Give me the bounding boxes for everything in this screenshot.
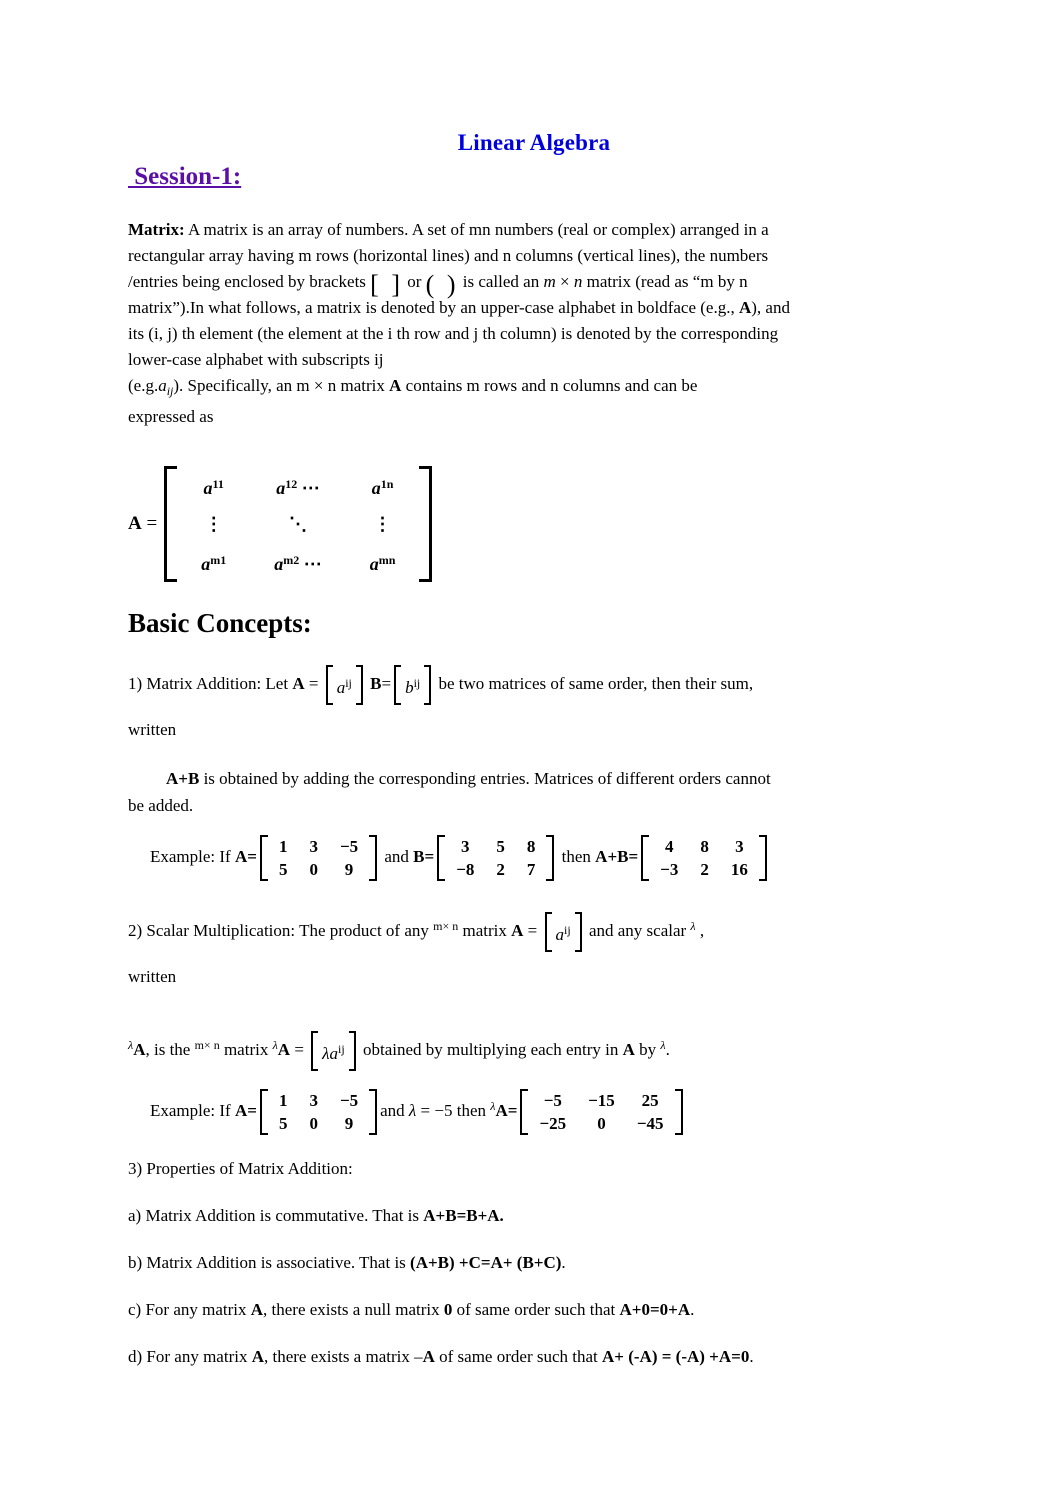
properties-heading (128, 1155, 940, 1182)
text-segment: rectangular array having m rows (horizontal lines) and n columns (vertical lines), the numbers (128, 246, 769, 265)
text-segment: × (555, 272, 574, 291)
matrix-cell: −8 (456, 860, 475, 879)
text-segment: a (329, 1043, 339, 1063)
text-segment: A+B=B+A. (423, 1206, 504, 1225)
text-segment: of same order such that (452, 1300, 620, 1319)
text-segment: λ (272, 1038, 278, 1052)
text-segment: λ (660, 1038, 666, 1052)
text-segment: mn (378, 553, 396, 567)
text-segment: written (128, 967, 177, 986)
text-segment: = −5 (416, 1100, 457, 1120)
matrix-cell: −3 (660, 860, 679, 879)
matrix-cell: 9 (344, 1114, 354, 1133)
matrix-cell: 0 (309, 860, 318, 879)
left-bracket (260, 1089, 268, 1135)
property-associative (128, 1249, 940, 1276)
text-segment: A matrix is an array of numbers. A set of mn numbers (real or complex) arranged in a (184, 220, 769, 239)
left-bracket (437, 835, 445, 881)
text-segment: (A+B) +C=A+ (B+C) (410, 1253, 562, 1272)
matrix-definition-paragraph (128, 217, 940, 430)
matrix-cell: 1 (278, 837, 288, 856)
text-segment: its (i, j) th element (the element at the i th row and j th column) is denoted by the corresponding (128, 324, 779, 343)
bracketed-formula (311, 1031, 356, 1071)
matrix-cell: 1 (278, 1091, 288, 1110)
matrix-cell: −5 (339, 1091, 359, 1110)
text-segment: obtained by multiplying each entry in (358, 1040, 623, 1059)
text-segment: A (128, 513, 142, 534)
text-segment: then (456, 1100, 491, 1120)
right-bracket (759, 835, 767, 881)
text-segment: a (201, 554, 211, 574)
text-segment: A+0=0+A (619, 1300, 691, 1319)
matrix-cell (346, 542, 420, 582)
matrix-cell (346, 466, 420, 506)
text-segment: a (158, 376, 167, 395)
right-bracket (675, 1089, 683, 1135)
matrix-cell: 3 (309, 1091, 318, 1110)
text-segment: Example: If (150, 846, 235, 866)
text-segment: matrix (read as “m by n (582, 272, 748, 291)
text-segment: B= (413, 846, 435, 866)
text-segment: 1n (380, 477, 394, 491)
text-segment: 11 (212, 477, 224, 491)
text-segment: (e.g. (128, 376, 159, 395)
matrix-cell: 4 (665, 837, 674, 856)
text-segment: and (380, 1100, 409, 1120)
matrix-cell: 0 (309, 1114, 318, 1133)
right-bracket (419, 466, 432, 582)
text-segment: A (622, 1040, 635, 1059)
scalar-multiplication-formula (128, 1022, 940, 1073)
text-segment: A+B (166, 769, 200, 788)
text-segment: = (381, 674, 392, 693)
text-segment: lower-case alphabet with subscripts ij (128, 350, 384, 369)
matrix-cell: 16 (730, 860, 748, 879)
text-segment: A (738, 298, 752, 317)
text-segment: [ ] (370, 270, 403, 299)
matrix-cell: 8 (526, 837, 536, 856)
left-bracket (520, 1089, 528, 1135)
matrix-cell: 3 (461, 837, 470, 856)
matrix-cell: 2 (496, 860, 505, 879)
text-segment: ( ) (425, 270, 459, 299)
matrix-cell (177, 542, 250, 582)
text-segment: m× n (433, 919, 459, 933)
text-segment: a (274, 554, 284, 574)
text-segment: 0 (443, 1300, 453, 1319)
right-bracket (546, 835, 554, 881)
matrix-cell (177, 506, 250, 542)
text-segment: 2) Scalar Multiplication: The product of any (128, 921, 434, 940)
matrix-addition-intro (128, 661, 940, 753)
bracketed-formula (545, 912, 582, 952)
text-segment: m (543, 272, 556, 291)
left-bracket (164, 466, 177, 582)
matrix-cell (177, 466, 250, 506)
text-segment: d) For any matrix (128, 1347, 252, 1366)
text-segment: A+B= (595, 846, 639, 866)
text-segment: λ (690, 919, 696, 933)
matrix-definition-equation (128, 466, 940, 582)
bracketed-formula (326, 665, 363, 705)
text-segment: a (369, 554, 379, 574)
text-segment: . (690, 1300, 695, 1319)
text-segment: A (511, 921, 524, 940)
text-segment: A+ (-A) = (-A) +A=0 (602, 1347, 750, 1366)
text-segment: b) Matrix Addition is associative. That is (128, 1253, 411, 1272)
basic-concepts-heading: Basic Concepts: (128, 608, 312, 638)
matrix-cell (250, 466, 346, 506)
text-segment: a) Matrix Addition is commutative. That is (128, 1206, 424, 1225)
text-segment: = (141, 513, 158, 534)
text-segment: ij (564, 922, 571, 937)
text-segment: expressed as (128, 407, 214, 426)
text-segment: ij (166, 384, 174, 398)
text-segment: 3) Properties of Matrix Addition: (128, 1159, 353, 1178)
matrix-cell: 0 (597, 1114, 606, 1133)
inline-matrix (641, 835, 767, 881)
text-segment: matrix”).In what follows, a matrix is denoted by an upper-case alphabet in boldface (e.g., (128, 298, 739, 317)
text-segment: /entries being enclosed by brackets (128, 272, 371, 291)
text-segment: , (695, 921, 705, 940)
matrix-cell: 5 (278, 860, 288, 879)
text-segment: A (277, 1040, 291, 1059)
text-segment: m1 (210, 553, 227, 567)
matrix-cell: 8 (700, 837, 709, 856)
matrix-cell: −5 (543, 1091, 562, 1110)
text-segment: c) For any matrix (128, 1300, 251, 1319)
text-segment: Example: If (150, 1100, 235, 1120)
document-title: Linear Algebra (457, 130, 611, 155)
text-segment: , there exists a null matrix (263, 1300, 444, 1319)
text-segment: ij (345, 675, 352, 690)
text-segment: 12 (285, 477, 298, 491)
text-segment: by (634, 1040, 661, 1059)
right-bracket (369, 835, 377, 881)
matrix-cell: 5 (278, 1114, 288, 1133)
matrix-cell: 3 (735, 837, 744, 856)
text-segment: ). Specifically, an m × n matrix (173, 376, 390, 395)
property-additive-inverse (128, 1343, 940, 1370)
text-segment: written (128, 720, 177, 739)
bracketed-formula (394, 665, 431, 705)
text-segment: . (749, 1347, 754, 1366)
text-segment: a (371, 478, 381, 498)
text-segment: . (665, 1040, 670, 1059)
text-segment: A (251, 1347, 264, 1366)
text-segment: A= (495, 1100, 518, 1120)
text-segment: A= (234, 1100, 257, 1120)
text-segment: B (370, 674, 382, 693)
text-segment: is called an (458, 272, 544, 291)
matrix-cell (346, 506, 420, 542)
text-segment: , there exists a matrix – (263, 1347, 423, 1366)
text-segment: λ (322, 1043, 330, 1063)
text-segment: A (250, 1300, 264, 1319)
matrix-cell: 5 (496, 837, 505, 856)
matrix-cell: 9 (344, 860, 354, 879)
scalar-multiplication-intro (128, 903, 940, 1000)
text-segment: ⋱ (288, 514, 307, 534)
text-segment: A (292, 674, 305, 693)
text-segment: . (561, 1253, 566, 1272)
inline-matrix (260, 1089, 377, 1135)
matrix-addition-example (150, 835, 940, 881)
text-segment: = (304, 674, 323, 693)
text-segment: ⋮ (373, 514, 392, 534)
matrix-cell: −5 (339, 837, 359, 856)
inline-matrix (437, 835, 554, 881)
text-segment: n (573, 272, 583, 291)
property-commutative (128, 1202, 940, 1229)
matrix-cell: 2 (700, 860, 709, 879)
text-segment: ), and (751, 298, 790, 317)
general-matrix (177, 466, 419, 582)
text-segment: ⋯ (297, 478, 320, 498)
text-segment: ij (338, 1041, 345, 1056)
text-segment: ⋯ (299, 554, 322, 574)
matrix-equation-lhs (128, 513, 157, 535)
matrix-addition-description (128, 765, 940, 819)
text-segment: a (203, 478, 213, 498)
text-segment: Matrix: (128, 220, 185, 239)
matrix-cell: 25 (641, 1091, 659, 1110)
text-segment: m× n (194, 1038, 220, 1052)
text-segment: λ (408, 1100, 417, 1120)
matrix-cell: −45 (636, 1114, 664, 1133)
text-segment: matrix (219, 1040, 273, 1059)
property-null-matrix (128, 1296, 940, 1323)
text-segment: λ (490, 1098, 496, 1113)
text-segment: a (555, 924, 565, 944)
text-segment: then (557, 846, 596, 866)
right-bracket (369, 1089, 377, 1135)
text-segment: , is the (145, 1040, 195, 1059)
session-heading: Session-1: (128, 163, 242, 190)
text-segment: be added. (128, 796, 194, 815)
matrix-cell: −15 (588, 1091, 615, 1110)
inline-matrix (260, 835, 377, 881)
text-segment: A= (234, 846, 257, 866)
matrix-cell: 7 (526, 860, 536, 879)
inline-matrix (520, 1089, 682, 1135)
matrix-cell (250, 542, 346, 582)
text-segment: = (290, 1040, 309, 1059)
text-segment: is obtained by adding the corresponding entries. Matrices of different orders cannot (199, 769, 771, 788)
left-bracket (641, 835, 649, 881)
text-segment: A (422, 1347, 435, 1366)
text-segment: of same order such that (434, 1347, 603, 1366)
text-segment: contains m rows and n columns and can be (401, 376, 698, 395)
text-segment: and (380, 846, 414, 866)
text-segment: 1) Matrix Addition: Let (128, 674, 293, 693)
matrix-cell: 3 (309, 837, 318, 856)
text-segment: A (133, 1040, 146, 1059)
left-bracket (260, 835, 268, 881)
text-segment: be two matrices of same order, then their sum, (434, 674, 754, 693)
text-segment: = (523, 921, 542, 940)
text-segment: ij (413, 675, 421, 690)
scalar-multiplication-example (150, 1089, 940, 1135)
text-segment: b (405, 677, 414, 697)
matrix-cell (250, 506, 346, 542)
matrix-cell: −25 (539, 1114, 567, 1133)
text-segment: or (403, 272, 426, 291)
text-segment: and any scalar (584, 921, 691, 940)
text-segment: m2 (283, 553, 300, 567)
text-segment: ⋮ (204, 514, 223, 534)
text-segment: a (336, 677, 346, 697)
text-segment: λ (128, 1038, 134, 1052)
text-segment: a (276, 478, 286, 498)
text-segment: A (389, 376, 402, 395)
text-segment: matrix (458, 921, 512, 940)
